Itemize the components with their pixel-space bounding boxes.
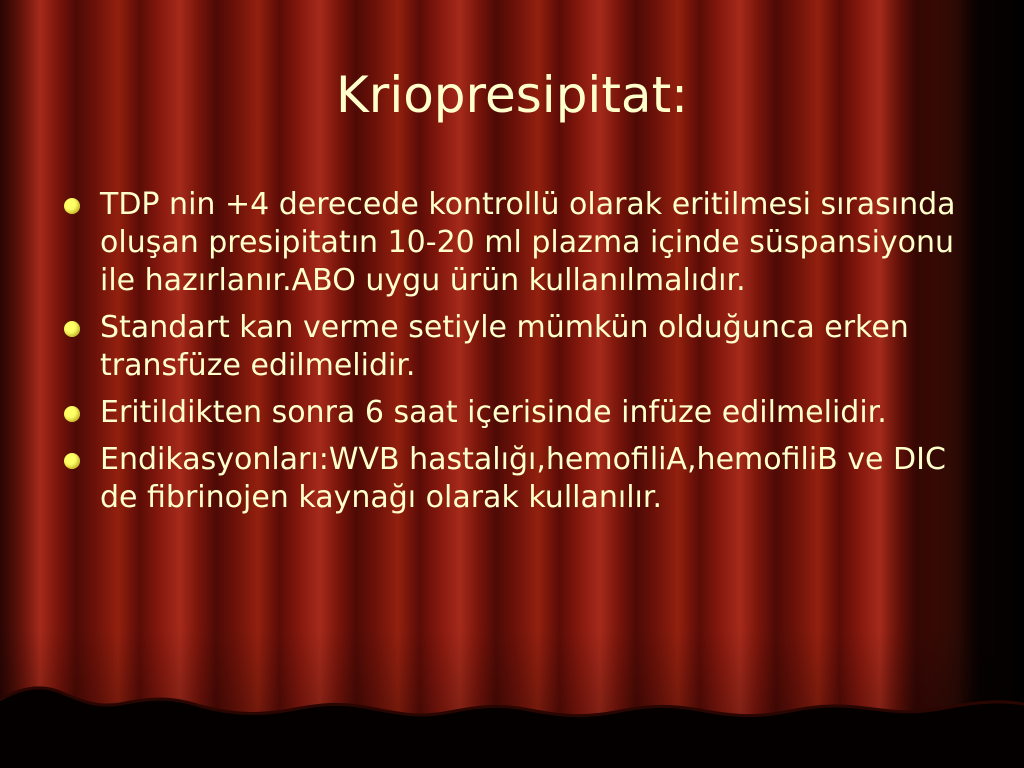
bullet-list: [62, 186, 962, 526]
bullet-item: [62, 441, 962, 517]
slide-title: Kriopresipitat:: [335, 66, 689, 124]
bullet-text: TDP nin +4 derecede kontrollü olarak eritilmesi sırasında oluşan presipitatın 10-20 ml plazma içinde süspansiyonu ile hazırlanır.ABO uygu ürün kullanılmalıdır.: [100, 187, 956, 298]
bullet-dot-icon: [64, 321, 80, 337]
bullet-text: Endikasyonları:WVB hastalığı,hemofiliA,hemofiliB ve DIC de fibrinojen kaynağı olarak kullanılır.: [100, 442, 946, 515]
bullet-item: [62, 186, 962, 300]
bullet-item: [62, 394, 962, 432]
bullet-text: Standart kan verme setiyle mümkün olduğunca erken transfüze edilmelidir.: [100, 310, 909, 383]
curtain-valance: [0, 678, 1024, 768]
bullet-dot-icon: [64, 198, 80, 214]
bullet-text: Eritildikten sonra 6 saat içerisinde infüze edilmelidir.: [100, 395, 887, 430]
bullet-dot-icon: [64, 406, 80, 422]
bullet-item: [62, 309, 962, 385]
bullet-dot-icon: [64, 453, 80, 469]
